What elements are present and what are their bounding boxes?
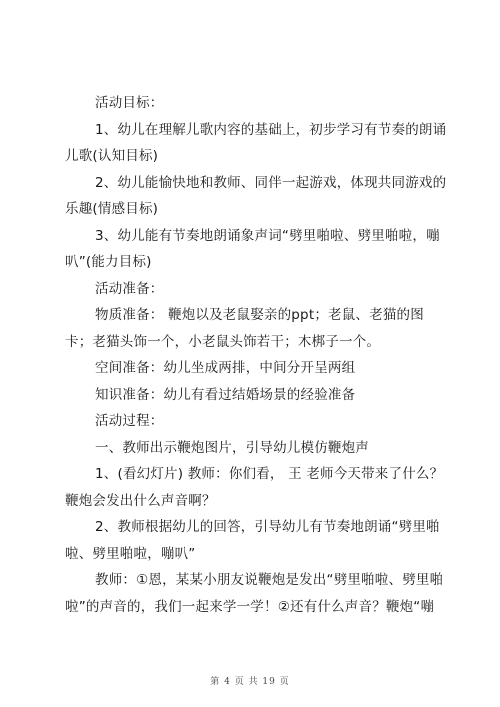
- section-heading-process: 活动过程：: [95, 413, 164, 429]
- paragraph-line: 空间准备：幼儿坐成两排，中间分开呈两组: [95, 360, 356, 376]
- paragraph-line: 卡；老猫头饰一个，小老鼠头饰若干；木梆子一个。: [65, 333, 381, 350]
- paragraph-line: 2、幼儿能愉快地和教师、同伴一起游戏，体现共同游戏的: [95, 174, 447, 191]
- paragraph-line: 知识准备：幼儿有看过结婚场景的经验准备: [95, 386, 356, 403]
- paragraph-line: 鞭炮会发出什么声音啊？: [65, 492, 216, 509]
- paragraph-line: 物质准备： 鞭炮以及老鼠娶亲的ppt；老鼠、老猫的图: [95, 307, 424, 323]
- paragraph-line: 1、幼儿在理解儿歌内容的基础上，初步学习有节奏的朗诵: [95, 121, 447, 138]
- paragraph-line: 啦”的声音的，我们一起来学一学！②还有什么声音？鞭炮“嘣: [65, 598, 435, 615]
- section-heading-preparation: 活动准备：: [95, 280, 164, 297]
- paragraph-line: 啦、劈里啪啦，嘣叭”: [65, 545, 196, 562]
- paragraph-line: 2、教师根据幼儿的回答，引导幼儿有节奏地朗诵“劈里啪: [95, 519, 440, 535]
- section-heading-goals: 活动目标：: [95, 95, 164, 111]
- page-number-footer: 第 4 页 共 19 页: [210, 677, 290, 687]
- paragraph-line: 儿歌(认知目标): [65, 148, 159, 164]
- paragraph-line: 3、幼儿能有节奏地朗诵象声词“劈里啪啦、劈里啪啦，嘣: [95, 227, 440, 244]
- paragraph-line: 1、(看幻灯片) 教师：你们看， 王 老师今天带来了什么？: [95, 466, 444, 482]
- paragraph-line: 乐趣(情感目标): [65, 201, 159, 217]
- paragraph-line: 一、教师出示鞭炮图片，引导幼儿模仿鞭炮声: [95, 439, 369, 456]
- paragraph-line: 教师：①恩，某某小朋友说鞭炮是发出“劈里啪啦、劈里啪: [95, 572, 444, 588]
- paragraph-line: 叭”(能力目标): [65, 254, 152, 270]
- document-body: [65, 90, 455, 620]
